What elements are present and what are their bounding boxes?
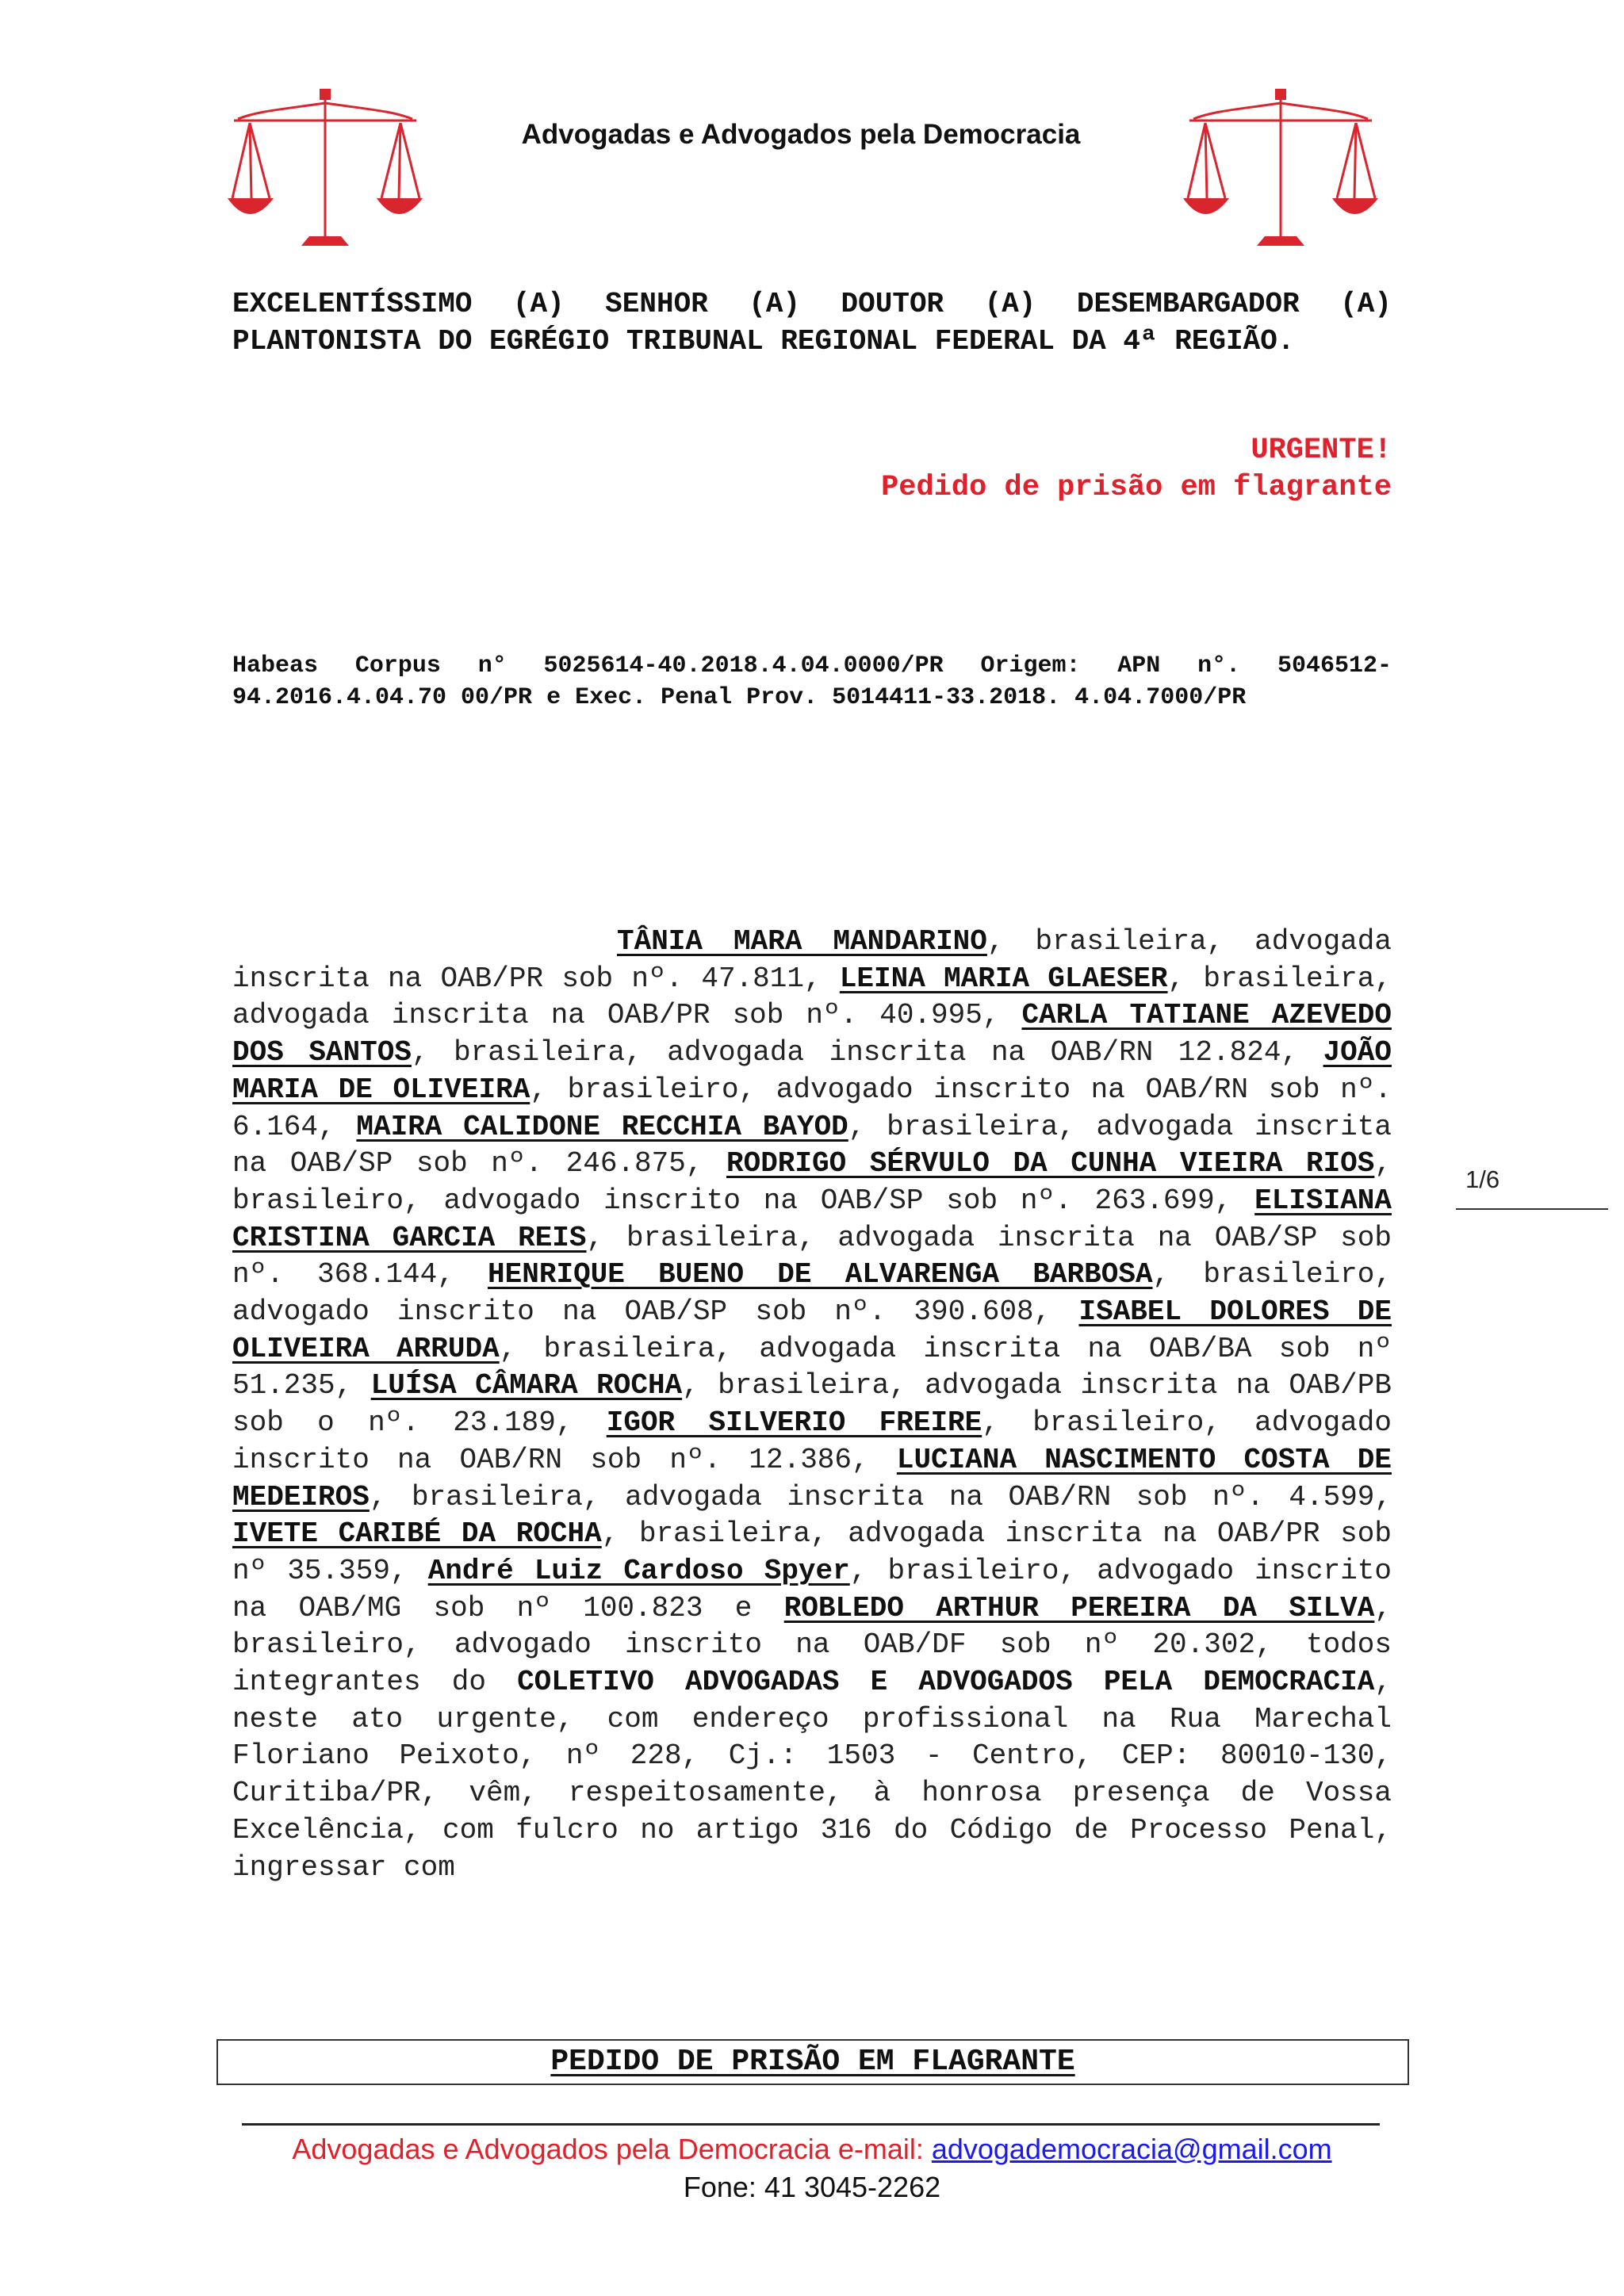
- petitioner-name: MAIRA CALIDONE RECCHIA BAYOD: [356, 1110, 848, 1143]
- petitioner-name: ROBLEDO ARTHUR PEREIRA DA SILVA: [783, 1591, 1375, 1624]
- petitioner-name: LUCIANA NASCIMENTO COSTA DE MEDEIROS: [232, 1443, 1392, 1513]
- petitioner-name: IGOR SILVERIO FREIRE: [606, 1406, 982, 1440]
- footer-contact: [159, 2133, 1465, 2166]
- footer-email-link[interactable]: advogademocracia@gmail.com: [931, 2133, 1332, 2165]
- scales-of-justice-icon: [1182, 87, 1380, 254]
- page-number: 1/6: [1456, 1165, 1608, 1210]
- petitioner-name: IVETE CARIBÉ DA ROCHA: [232, 1517, 602, 1551]
- petitioner-name: LEINA MARIA GLAESER: [839, 962, 1168, 995]
- petitioner-details: , brasileira, advogada inscrita na OAB/RN 12.824,: [411, 1036, 1323, 1070]
- petitioner-details: , brasileira, advogada inscrita na OAB/PR sob nº. 47.811,: [232, 925, 1392, 995]
- petitioner-details: , brasileiro, advogado inscrito na OAB/RN sob nº. 6.164,: [232, 1073, 1392, 1143]
- petitioner-name: LUÍSA CÂMARA ROCHA: [370, 1369, 683, 1402]
- petitioner-name: CARLA TATIANE AZEVEDO DOS SANTOS: [232, 999, 1392, 1070]
- petitioner-details: , brasileira, advogada inscrita na OAB/RN sob nº. 4.599,: [369, 1480, 1392, 1513]
- petitioner-name: TÂNIA MARA MANDARINO: [617, 925, 987, 958]
- petitioner-details: , brasileira, advogada inscrita na OAB/PR sob nº 35.359,: [232, 1517, 1392, 1587]
- petitioner-details: , brasileiro, advogado inscrito na OAB/RN sob nº. 12.386,: [232, 1406, 1392, 1476]
- petitioner-details: , neste ato urgente, com endereço profissional na Rua Marechal Floriano Peixoto, nº 228, Cj.: 1503 - Centro, CEP: 80010-130, Curitiba/PR, vêm, respeitosamente, à honrosa presença de Vossa Excelência, com fulcro no artigo 316 do Código de Processo Penal, ingressar com: [232, 1666, 1392, 1884]
- petitioner-details: , brasileira, advogada inscrita na OAB/SP sob nº. 368.144,: [232, 1221, 1392, 1292]
- petitioner-details: , brasileiro, advogado inscrito na OAB/DF sob nº 20.302, todos integrantes do: [232, 1591, 1392, 1699]
- petitioner-details: , brasileira, advogada inscrita na OAB/PR sob nº. 40.995,: [232, 962, 1392, 1032]
- petitioner-details: , brasileira, advogada inscrita na OAB/SP sob nº. 246.875,: [232, 1110, 1392, 1181]
- petitioner-name: André Luiz Cardoso Spyer: [427, 1554, 850, 1587]
- boxed-title: PEDIDO DE PRISÃO EM FLAGRANTE: [216, 2039, 1409, 2085]
- petitioner-details: , brasileiro, advogado inscrito na OAB/SP sob nº. 390.608,: [232, 1258, 1392, 1329]
- footer-divider: [242, 2123, 1380, 2126]
- urgent-notice: [881, 432, 1392, 507]
- petitioners-paragraph: [232, 924, 1392, 1886]
- petitioner-name: JOÃO MARIA DE OLIVEIRA: [232, 1036, 1392, 1106]
- petitioner-name: RODRIGO SÉRVULO DA CUNHA VIEIRA RIOS: [726, 1147, 1375, 1181]
- footer-label: Advogadas e Advogados pela Democracia e-mail:: [292, 2133, 932, 2165]
- petitioner-name: HENRIQUE BUENO DE ALVARENGA BARBOSA: [488, 1258, 1153, 1292]
- scales-of-justice-icon: [226, 87, 424, 254]
- case-reference: Habeas Corpus n° 5025614-40.2018.4.04.0000/PR Origem: APN n°. 5046512-94.2016.4.04.70 00/PR e Exec. Penal Prov. 5014411-33.2018. 4.04.7000/PR: [232, 652, 1392, 711]
- organization-header: Advogadas e Advogados pela Democracia: [521, 119, 1081, 150]
- petitioner-details: , brasileiro, advogado inscrito na OAB/SP sob nº. 263.699,: [232, 1147, 1392, 1217]
- urgent-label: URGENTE!: [1251, 434, 1392, 467]
- petitioner-details: , brasileiro, advogado inscrito na OAB/MG sob nº 100.823 e: [232, 1554, 1392, 1624]
- petitioner-name: ELISIANA CRISTINA GARCIA REIS: [232, 1184, 1392, 1254]
- petitioner-name: ISABEL DOLORES DE OLIVEIRA ARRUDA: [232, 1295, 1392, 1365]
- petitioner-details: , brasileira, advogada inscrita na OAB/PB sob o nº. 23.189,: [232, 1369, 1392, 1440]
- footer-phone: Fone: 41 3045-2262: [683, 2171, 941, 2203]
- urgent-subtitle: Pedido de prisão em flagrante: [881, 471, 1392, 504]
- petitioner-details: , brasileira, advogada inscrita na OAB/BA sob nº 51.235,: [232, 1332, 1392, 1402]
- collective-name: COLETIVO ADVOGADAS E ADVOGADOS PELA DEMOCRACIA: [517, 1666, 1375, 1699]
- addressee: EXCELENTÍSSIMO (A) SENHOR (A) DOUTOR (A) DESEMBARGADOR (A) PLANTONISTA DO EGRÉGIO TRIBUNAL REGIONAL FEDERAL DA 4ª REGIÃO.: [232, 288, 1392, 358]
